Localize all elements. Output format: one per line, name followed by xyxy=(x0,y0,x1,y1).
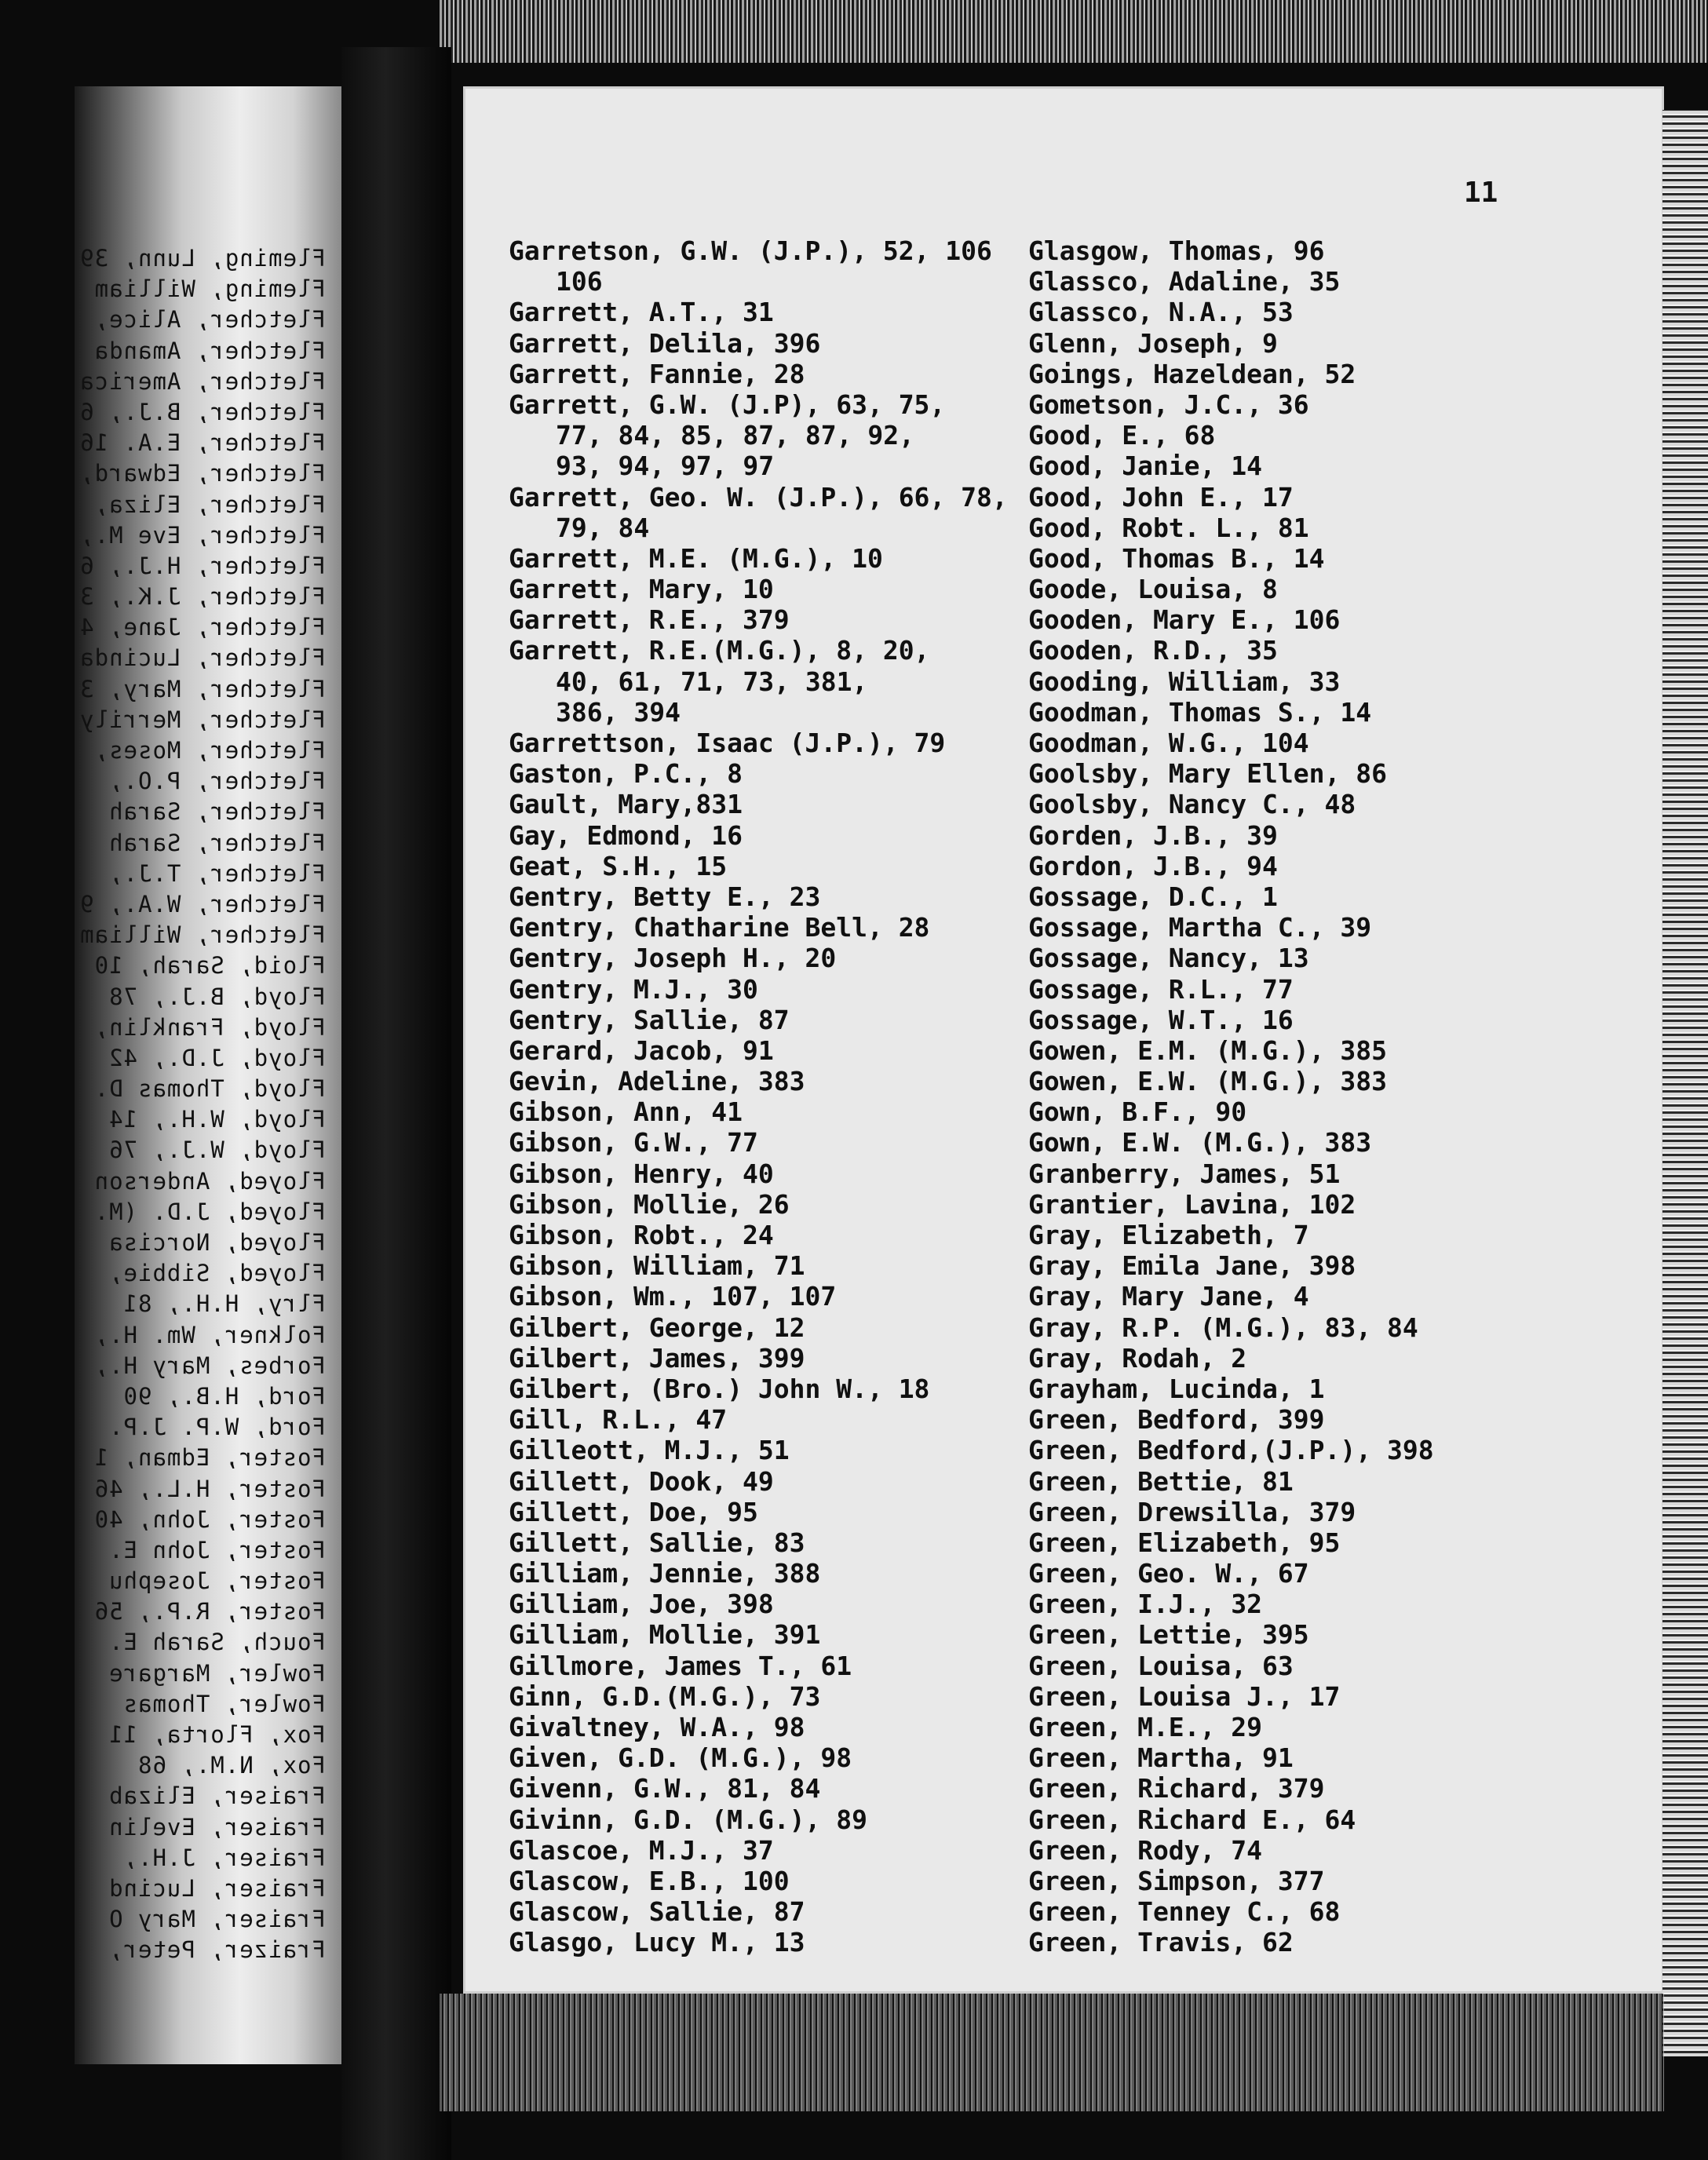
index-entry: Green, Travis, 62 xyxy=(1028,1927,1294,1958)
index-entry: Green, Lettie, 395 xyxy=(1028,1619,1309,1651)
index-column-left xyxy=(509,235,1027,1958)
index-entry: Gentry, M.J., 30 xyxy=(509,973,758,1005)
index-entry: Green, Geo. W., 67 xyxy=(1028,1558,1309,1589)
index-entry: Green, Simpson, 377 xyxy=(1028,1865,1325,1896)
index-entry: Gilliam, Joe, 398 xyxy=(509,1589,774,1620)
bleedthrough-line: Ford, H.B., 90 xyxy=(122,1382,326,1410)
index-entry: Gossage, R.L., 77 xyxy=(1028,973,1294,1005)
bleedthrough-line: Fraizer, Peter, xyxy=(108,1936,326,1964)
bleedthrough-line: Fletcher, William xyxy=(79,921,326,949)
mirrored-text-block xyxy=(75,243,341,1966)
index-entry: 77, 84, 85, 87, 87, 92, xyxy=(556,420,914,451)
index-entry: Garrett, A.T., 31 xyxy=(509,297,774,328)
index-entry: Green, Rody, 74 xyxy=(1028,1834,1263,1866)
bleedthrough-line: Fletcher, Eve M., xyxy=(79,521,326,549)
index-entry: Gray, Mary Jane, 4 xyxy=(1028,1281,1309,1312)
index-entry: Gorden, J.B., 39 xyxy=(1028,819,1278,851)
bleedthrough-line: Fletcher, B.J., 6 xyxy=(79,398,326,425)
index-entry: Gillmore, James T., 61 xyxy=(509,1650,852,1681)
bleedthrough-line: Forbes, Mary H., xyxy=(93,1352,326,1379)
bleedthrough-line: Foster, John, 40 xyxy=(93,1505,326,1533)
book-gutter xyxy=(341,47,451,2160)
bleedthrough-line: Fleming, William xyxy=(93,275,326,303)
index-entry: Gossage, W.T., 16 xyxy=(1028,1004,1294,1035)
index-entry: Gilbert, George, 12 xyxy=(509,1312,805,1343)
index-entry: Green, Tenney C., 68 xyxy=(1028,1896,1341,1928)
bleedthrough-line: Foster, Edman, 1 xyxy=(93,1444,326,1472)
index-entry: Garrett, R.E.(M.G.), 8, 20, xyxy=(509,635,930,666)
bleedthrough-line: Floyed, Anderson xyxy=(93,1167,326,1195)
bleedthrough-line: Folkner, Wm. H., xyxy=(93,1321,326,1348)
index-entry: Gibson, Robt., 24 xyxy=(509,1220,774,1250)
index-entry: Gibson, Henry, 40 xyxy=(509,1158,774,1189)
index-entry: Goolsby, Mary Ellen, 86 xyxy=(1028,758,1387,790)
index-entry: Granberry, James, 51 xyxy=(1028,1158,1341,1189)
bleedthrough-line: Floyed, Sibbie, xyxy=(108,1260,326,1287)
bleedthrough-line: Fletcher, J.K., 3 xyxy=(79,583,326,611)
bleedthrough-line: Fletcher, Eliza, xyxy=(93,491,326,518)
index-entry: Green, Richard E., 64 xyxy=(1028,1804,1356,1835)
index-entry: Glasgow, Thomas, 96 xyxy=(1028,235,1325,266)
index-entry: Good, Janie, 14 xyxy=(1028,451,1263,482)
index-entry: Gibson, Mollie, 26 xyxy=(509,1188,790,1220)
bleedthrough-line: Foster, H.L., 46 xyxy=(93,1475,326,1502)
index-entry: Gillett, Dook, 49 xyxy=(509,1465,774,1497)
index-entry: Gowen, E.M. (M.G.), 385 xyxy=(1028,1034,1387,1066)
index-entry: Garrett, Geo. W. (J.P.), 66, 78, xyxy=(509,481,1008,513)
bleedthrough-line: Fraiser, Evelin xyxy=(108,1813,326,1841)
bleedthrough-line: Fowler, Thomas xyxy=(122,1690,326,1717)
index-entry: Gentry, Betty E., 23 xyxy=(509,881,821,912)
index-entry: Gault, Mary,831 xyxy=(509,789,743,820)
facing-page-bleedthrough xyxy=(75,86,341,2064)
index-entry: Green, M.E., 29 xyxy=(1028,1712,1263,1742)
index-entry: Garrettson, Isaac (J.P.), 79 xyxy=(509,728,946,758)
index-entry: Green, Bettie, 81 xyxy=(1028,1465,1294,1497)
scan-noise-bottom xyxy=(440,1994,1664,2111)
index-entry: Glascow, E.B., 100 xyxy=(509,1865,790,1896)
bleedthrough-line: Foster, John E. xyxy=(108,1536,326,1563)
index-entry: Gaston, P.C., 8 xyxy=(509,758,743,790)
index-entry: Grayham, Lucinda, 1 xyxy=(1028,1373,1325,1404)
index-entry: Gometson, J.C., 36 xyxy=(1028,389,1309,420)
index-entry: Goolsby, Nancy C., 48 xyxy=(1028,789,1356,820)
bleedthrough-line: Fletcher, Amanda xyxy=(93,337,326,364)
bleedthrough-line: Fletcher, Alice, xyxy=(93,306,326,334)
index-entry: Gilleott, M.J., 51 xyxy=(509,1435,790,1466)
index-entry: Garrett, Fannie, 28 xyxy=(509,358,805,389)
index-entry: Goode, Louisa, 8 xyxy=(1028,574,1278,605)
index-entry: Gordon, J.B., 94 xyxy=(1028,850,1278,881)
bleedthrough-line: Fletcher, Jane, 4 xyxy=(79,614,326,641)
index-entry: Givinn, G.D. (M.G.), 89 xyxy=(509,1804,867,1835)
index-entry: Givaltney, W.A., 98 xyxy=(509,1712,805,1742)
index-entry: Good, E., 68 xyxy=(1028,420,1216,451)
bleedthrough-line: Ford, W.P. J.P. xyxy=(108,1414,326,1441)
bleedthrough-line: Floyd, B.J., 78 xyxy=(108,983,326,1010)
index-entry: Green, Drewsilla, 379 xyxy=(1028,1496,1356,1527)
index-entry: Garrett, M.E. (M.G.), 10 xyxy=(509,542,883,574)
index-entry: Garrett, R.E., 379 xyxy=(509,604,790,636)
bleedthrough-line: Fowler, Margare xyxy=(108,1659,326,1687)
index-entry: Green, Bedford,(J.P.), 398 xyxy=(1028,1435,1434,1466)
index-entry: Green, Louisa, 63 xyxy=(1028,1650,1294,1681)
bleedthrough-line: Fletcher, Edward, xyxy=(79,460,326,487)
index-entry: Green, Bedford, 399 xyxy=(1028,1404,1325,1436)
bleedthrough-line: Fletcher, Moses, xyxy=(93,737,326,764)
index-entry: Green, Richard, 379 xyxy=(1028,1773,1325,1804)
index-entry: Gevin, Adeline, 383 xyxy=(509,1066,805,1097)
index-entry: 79, 84 xyxy=(556,512,650,543)
index-entry: Glenn, Joseph, 9 xyxy=(1028,327,1278,359)
bleedthrough-line: Flry, H.H., 81 xyxy=(122,1290,326,1318)
index-entry: Gray, R.P. (M.G.), 83, 84 xyxy=(1028,1312,1418,1343)
index-entry: Good, Robt. L., 81 xyxy=(1028,512,1309,543)
index-entry: Gentry, Sallie, 87 xyxy=(509,1004,790,1035)
index-entry: Garrett, Delila, 396 xyxy=(509,327,821,359)
bleedthrough-line: Fouch, Sarah E. xyxy=(108,1629,326,1656)
index-entry: Gooden, R.D., 35 xyxy=(1028,635,1278,666)
index-entry: Glasgo, Lucy M., 13 xyxy=(509,1927,805,1958)
bleedthrough-line: Floyed, Norcisa xyxy=(108,1229,326,1256)
index-entry: Gooding, William, 33 xyxy=(1028,666,1341,697)
index-entry: Gillett, Doe, 95 xyxy=(509,1496,758,1527)
bleedthrough-line: Foster, R.P., 56 xyxy=(93,1598,326,1625)
bleedthrough-line: Fletcher, P.O., xyxy=(108,768,326,795)
bleedthrough-line: Fox, N.M., 68 xyxy=(137,1752,326,1779)
index-entry: Gillett, Sallie, 83 xyxy=(509,1527,805,1558)
index-entry: Gossage, D.C., 1 xyxy=(1028,881,1278,912)
bleedthrough-line: Fletcher, America xyxy=(79,367,326,395)
index-entry: Gray, Rodah, 2 xyxy=(1028,1342,1247,1374)
bleedthrough-line: Fraiser, Lucind xyxy=(108,1874,326,1902)
index-entry: Good, Thomas B., 14 xyxy=(1028,542,1325,574)
bleedthrough-line: Fletcher, E.A. 16 xyxy=(79,429,326,457)
index-entry: Gilliam, Jennie, 388 xyxy=(509,1558,821,1589)
index-entry: Green, Louisa J., 17 xyxy=(1028,1680,1341,1712)
index-entry: 40, 61, 71, 73, 381, xyxy=(556,666,868,697)
index-entry: Gray, Elizabeth, 7 xyxy=(1028,1220,1309,1250)
index-entry: Gilbert, James, 399 xyxy=(509,1342,805,1374)
index-entry: Gown, E.W. (M.G.), 383 xyxy=(1028,1127,1372,1158)
index-entry: 386, 394 xyxy=(556,696,681,728)
bleedthrough-line: Fletcher, Lucinda xyxy=(79,644,326,672)
page-number: 11 xyxy=(1464,177,1498,209)
bleedthrough-line: Floyd, W.J., 76 xyxy=(108,1137,326,1164)
index-entry: Grantier, Lavina, 102 xyxy=(1028,1188,1356,1220)
bleedthrough-line: Fletcher, H.J., 6 xyxy=(79,552,326,579)
bleedthrough-line: Floyed, J.D. (M. xyxy=(93,1198,326,1225)
index-entry: Gilbert, (Bro.) John W., 18 xyxy=(509,1373,930,1404)
index-entry: Gibson, Ann, 41 xyxy=(509,1096,743,1128)
index-entry: Ginn, G.D.(M.G.), 73 xyxy=(509,1680,821,1712)
index-entry: Goodman, Thomas S., 14 xyxy=(1028,696,1372,728)
index-entry: Glassco, Adaline, 35 xyxy=(1028,266,1341,297)
page-edge xyxy=(1662,110,1708,2056)
bleedthrough-line: Floyd, Thomas D. xyxy=(93,1075,326,1103)
bleedthrough-line: Floyd, J.D., 42 xyxy=(108,1044,326,1071)
bleedthrough-line: Fraiser, Mary O xyxy=(108,1906,326,1933)
bleedthrough-line: Fraiser, Elizab xyxy=(108,1782,326,1810)
bleedthrough-line: Fraiser, J.H., xyxy=(122,1844,326,1871)
bleedthrough-line: Fletcher, Sarah xyxy=(108,798,326,826)
index-entry: Gibson, Wm., 107, 107 xyxy=(509,1281,837,1312)
bleedthrough-line: Floyd, W.H., 14 xyxy=(108,1106,326,1133)
index-entry: Gibson, William, 71 xyxy=(509,1250,805,1282)
bleedthrough-line: Fletcher, Mary, 3 xyxy=(79,675,326,702)
index-entry: Green, Elizabeth, 95 xyxy=(1028,1527,1341,1558)
index-entry: Goings, Hazeldean, 52 xyxy=(1028,358,1356,389)
index-entry: Geat, S.H., 15 xyxy=(509,850,728,881)
index-column-right xyxy=(1028,235,1468,1958)
index-entry: Given, G.D. (M.G.), 98 xyxy=(509,1742,852,1774)
index-entry: Garrett, Mary, 10 xyxy=(509,574,774,605)
index-entry: 93, 94, 97, 97 xyxy=(556,451,775,482)
index-entry: Goodman, W.G., 104 xyxy=(1028,728,1309,758)
index-entry: Gerard, Jacob, 91 xyxy=(509,1034,774,1066)
index-entry: Gentry, Chatharine Bell, 28 xyxy=(509,912,930,943)
scan-noise-top xyxy=(440,0,1708,63)
index-entry: Glascoe, M.J., 37 xyxy=(509,1834,774,1866)
index-entry: Givenn, G.W., 81, 84 xyxy=(509,1773,821,1804)
index-entry: Gooden, Mary E., 106 xyxy=(1028,604,1341,636)
index-entry: Glascow, Sallie, 87 xyxy=(509,1896,805,1928)
index-entry: Gown, B.F., 90 xyxy=(1028,1096,1247,1128)
bleedthrough-line: Fox, Florta, 11 xyxy=(108,1721,326,1748)
bleedthrough-line: Fleming, Lunn, 39 xyxy=(79,245,326,272)
bleedthrough-line: Fletcher, Merrily xyxy=(79,706,326,733)
index-entry: 106 xyxy=(556,266,603,297)
index-entry: Garretson, G.W. (J.P.), 52, 106 xyxy=(509,235,992,266)
bleedthrough-line: Foster, Josephu xyxy=(108,1567,326,1595)
index-entry: Garrett, G.W. (J.P), 63, 75, xyxy=(509,389,946,420)
index-entry: Gowen, E.W. (M.G.), 383 xyxy=(1028,1066,1387,1097)
index-entry: Gossage, Nancy, 13 xyxy=(1028,943,1309,974)
bleedthrough-line: Fletcher, Sarah xyxy=(108,829,326,856)
index-entry: Glassco, N.A., 53 xyxy=(1028,297,1294,328)
index-entry: Green, I.J., 32 xyxy=(1028,1589,1263,1620)
index-entry: Gay, Edmond, 16 xyxy=(509,819,743,851)
index-entry: Gentry, Joseph H., 20 xyxy=(509,943,837,974)
index-entry: Green, Martha, 91 xyxy=(1028,1742,1294,1774)
bleedthrough-line: Fletcher, W.A., 9 xyxy=(79,890,326,918)
index-entry: Gill, R.L., 47 xyxy=(509,1404,728,1436)
index-entry: Gray, Emila Jane, 398 xyxy=(1028,1250,1356,1282)
bleedthrough-line: Floyd, Franklin, xyxy=(93,1013,326,1041)
index-entry: Gibson, G.W., 77 xyxy=(509,1127,758,1158)
index-entry: Good, John E., 17 xyxy=(1028,481,1294,513)
index-entry: Gossage, Martha C., 39 xyxy=(1028,912,1372,943)
bleedthrough-line: Floid, Sarah, 10 xyxy=(93,952,326,980)
bleedthrough-line: Fletcher, T.J., xyxy=(108,859,326,887)
index-entry: Gilliam, Mollie, 391 xyxy=(509,1619,821,1651)
